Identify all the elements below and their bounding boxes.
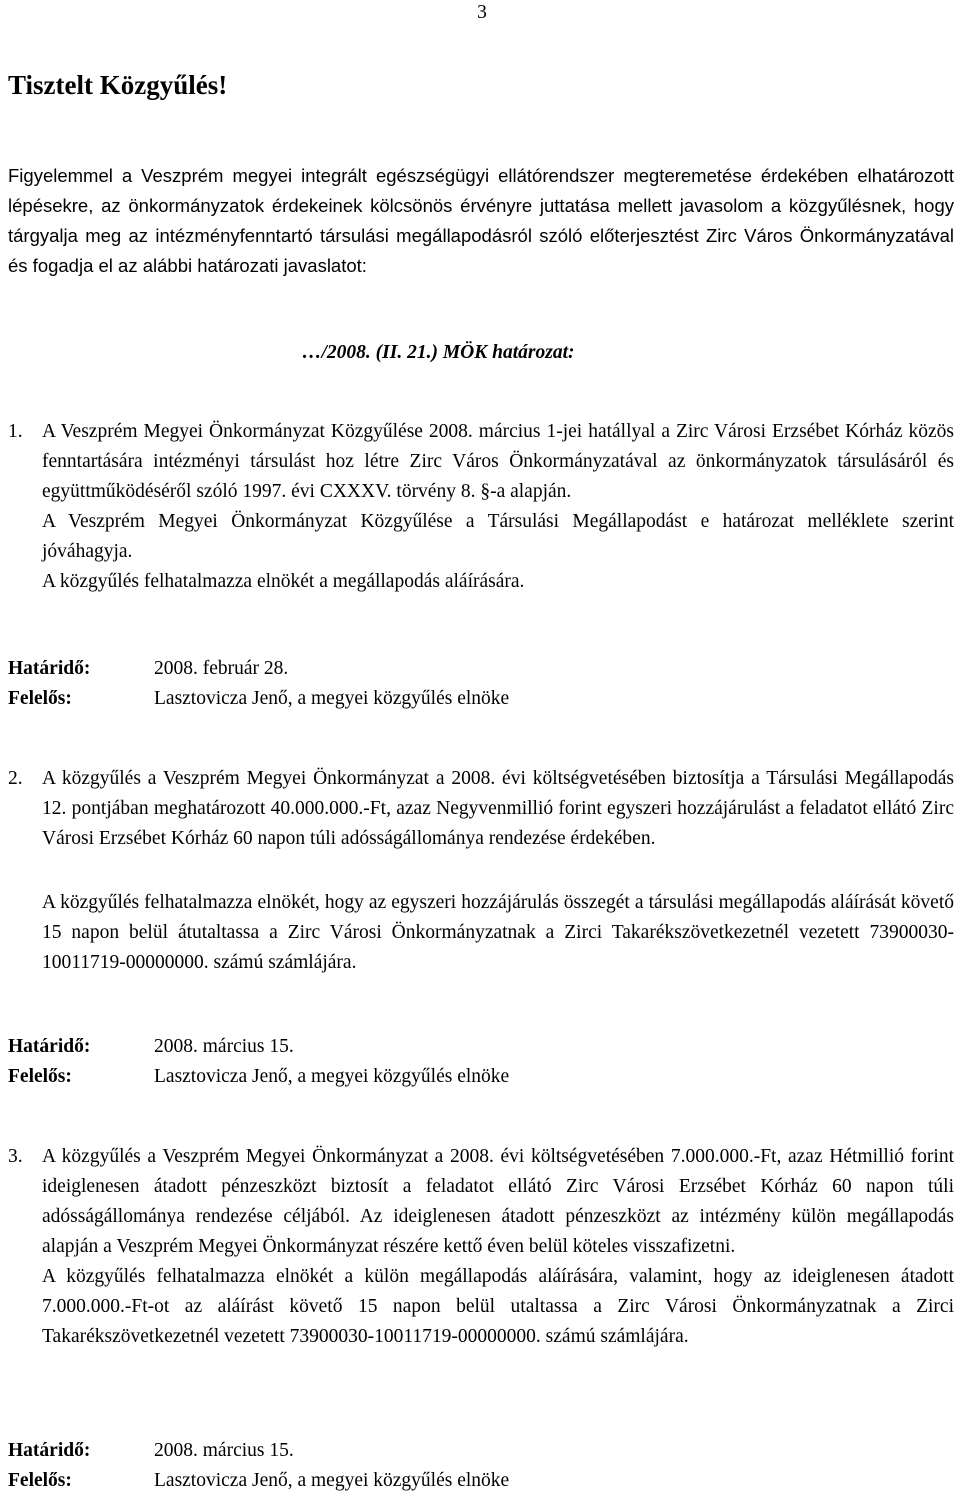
intro-paragraph: Figyelemmel a Veszprém megyei integrált egészségügyi ellátórendszer megteremetése érdekében elhatározott lépésekre, az önkormányzatok érdekeinek kölcsönös érvényre juttatása mellett javasolom a közgyűlésnek, hogy tárgyalja meg az intézményfenntartó társulási megállapodásról szóló előterjesztést Zirc Város Önkormányzatával és fogadja el az alábbi határozati javaslatot: xyxy=(8,165,954,276)
item-paragraph: A közgyűlés a Veszprém Megyei Önkormányzat a 2008. évi költségvetésében 7.000.000.-Ft, azaz Hétmillió forint ideiglenesen átadott pénzeszközt biztosít a feladatot ellátó Zirc Városi Erzsébet Kórház 60 napon túli adósságállománya rendezése céljából. Az ideiglenesen átadott pénzeszközt az intézmény külön megállapodás alapján a Veszprém Megyei Önkormányzat részére kettő éven belül köteles visszafizetni. xyxy=(42,1146,954,1257)
deadline-value: 2008. március 15. xyxy=(154,1036,294,1057)
resolution-item-1 xyxy=(8,417,954,597)
responsible-value: Lasztovicza Jenő, a megyei közgyűlés elnöke xyxy=(154,688,510,709)
responsible-value: Lasztovicza Jenő, a megyei közgyűlés elnöke xyxy=(154,1066,510,1087)
salutation-heading: Tisztelt Közgyűlés! xyxy=(8,70,228,100)
deadline-block-1 xyxy=(8,654,708,714)
item-number: 1. xyxy=(8,421,23,442)
resolution-heading: …/2008. (II. 21.) MÖK határozat: xyxy=(302,342,575,363)
responsible-label: Felelős: xyxy=(8,1066,72,1087)
deadline-label: Határidő: xyxy=(8,1440,91,1461)
responsible-label: Felelős: xyxy=(8,688,72,709)
responsible-value: Lasztovicza Jenő, a megyei közgyűlés elnöke xyxy=(154,1470,510,1491)
item-paragraph: A közgyűlés felhatalmazza elnökét a megállapodás aláírására. xyxy=(42,571,525,592)
authorization-paragraph: A közgyűlés felhatalmazza elnökét, hogy az egyszeri hozzájárulás összegét a társulási megállapodás aláírását követő 15 napon belül átutaltassa a Zirc Városi Önkormányzatnak a Zirci Takarékszövetkezetnél vezetett 73900030-10011719-00000000. számú számlájára. xyxy=(42,892,954,973)
page-number: 3 xyxy=(477,2,487,23)
deadline-value: 2008. február 28. xyxy=(154,658,289,679)
responsible-label: Felelős: xyxy=(8,1470,72,1491)
deadline-label: Határidő: xyxy=(8,658,91,679)
item-paragraph: A Veszprém Megyei Önkormányzat Közgyűlése 2008. március 1-jei hatállyal a Zirc Városi Erzsébet Kórház közös fenntartására intézményi társulást hoz létre Zirc Város Önkormányzatával az önkormányzatok társulásáról és együttműködéséről szóló 1997. évi CXXXV. törvény 8. §-a alapján. xyxy=(42,421,954,502)
item-paragraph: A közgyűlés a Veszprém Megyei Önkormányzat a 2008. évi költségvetésében biztosítja a Társulási Megállapodás 12. pontjában meghatározott 40.000.000.-Ft, azaz Negyvenmillió forint egyszeri hozzájárulást a feladatot ellátó Zirc Városi Erzsébet Kórház 60 napon túli adósságállománya rendezése érdekében. xyxy=(42,768,954,849)
item-paragraph: A Veszprém Megyei Önkormányzat Közgyűlése a Társulási Megállapodást e határozat melléklete szerint jóváhagyja. xyxy=(42,511,954,562)
deadline-value: 2008. március 15. xyxy=(154,1440,294,1461)
item-paragraph: A közgyűlés felhatalmazza elnökét a külön megállapodás aláírására, valamint, hogy az ideiglenesen átadott 7.000.000.-Ft-ot az aláírást követő 15 napon belül utaltassa a Zirc Városi Önkormányzatnak a Zirci Takarékszövetkezetnél vezetett 73900030-10011719-00000000. számú számlájára. xyxy=(42,1266,954,1347)
item-number: 3. xyxy=(8,1146,23,1167)
resolution-item-3 xyxy=(8,1142,954,1352)
deadline-block-3 xyxy=(8,1436,708,1496)
deadline-label: Határidő: xyxy=(8,1036,91,1057)
item-number: 2. xyxy=(8,768,23,789)
resolution-item-2 xyxy=(8,764,954,854)
deadline-block-2 xyxy=(8,1032,708,1092)
